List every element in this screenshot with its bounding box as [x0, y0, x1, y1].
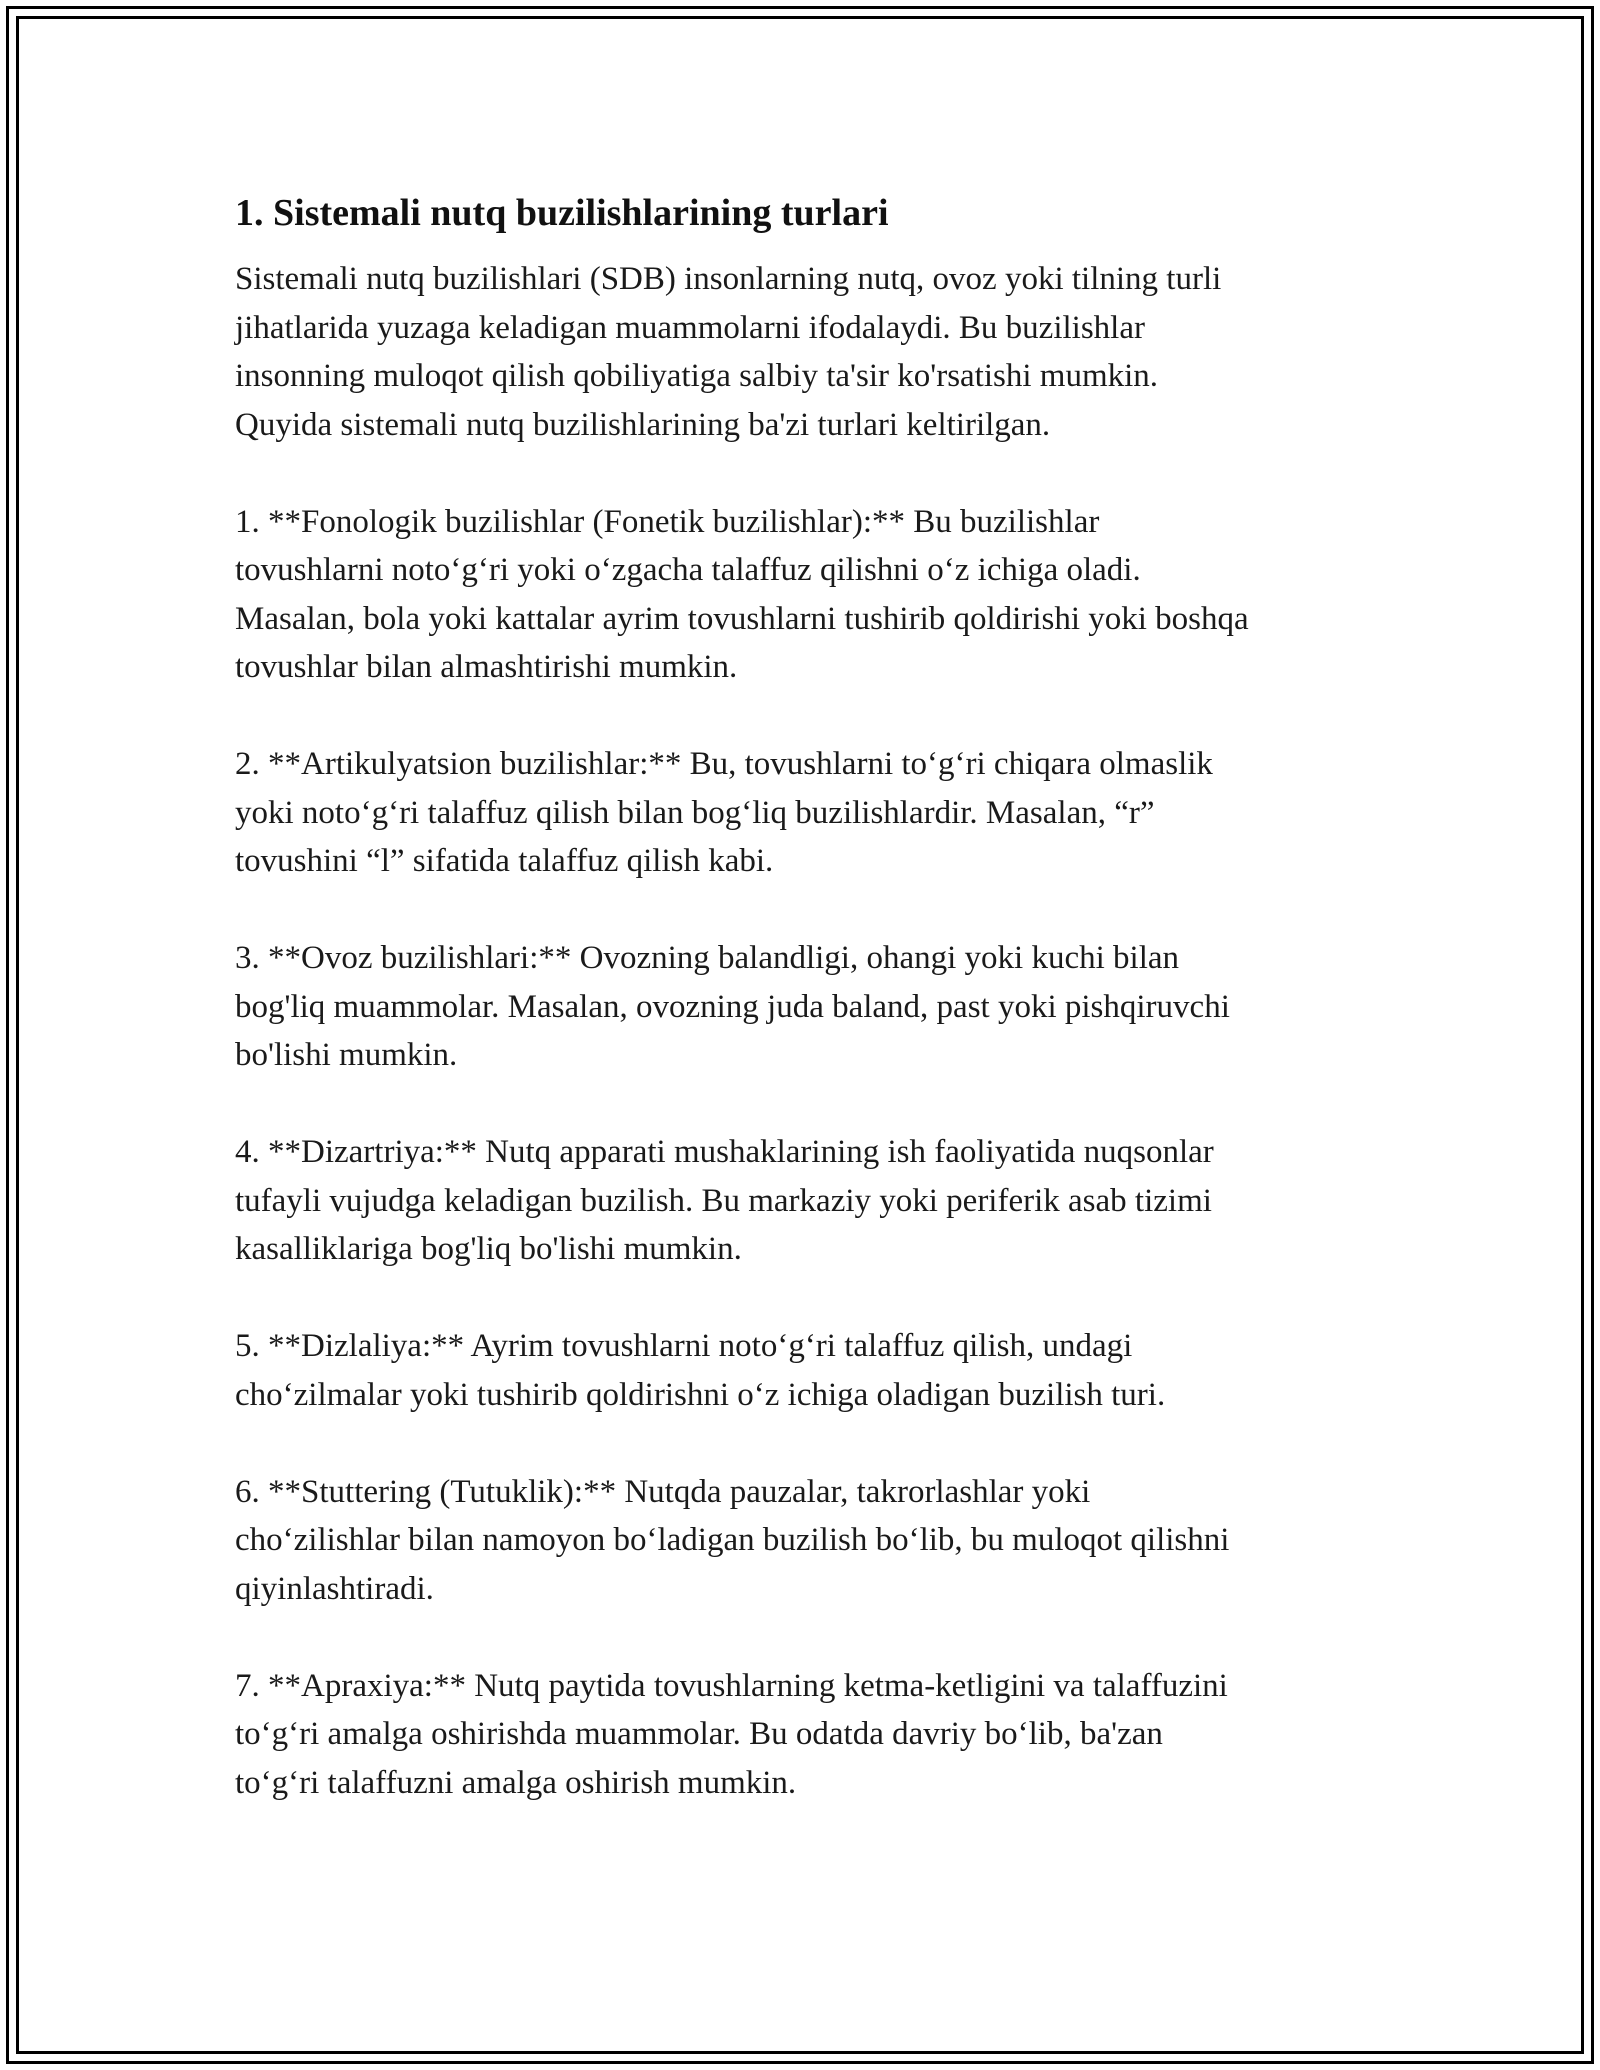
document-body [235, 185, 1385, 1856]
list-item-dizlaliya: 5. **Dizlaliya:** Ayrim tovushlarni noto‘g‘ri talaffuz qilish, undagi cho‘zilmalar yoki tushirib qoldirishni o‘z ichiga oladigan buzilish turi. [235, 1328, 1166, 1413]
section-heading: 1. Sistemali nutq buzilishlarining turlari [235, 192, 889, 234]
list-item-ovoz: 3. **Ovoz buzilishlari:** Ovozning balandligi, ohangi yoki kuchi bilan bog'liq muammolar. Masalan, ovozning juda baland, past yoki pishqiruvchi bo'lishi mumkin. [235, 940, 1230, 1073]
list-item-fonologik: 1. **Fonologik buzilishlar (Fonetik buzilishlar):** Bu buzilishlar tovushlarni noto‘g‘ri yoki o‘zgacha talaffuz qilishni o‘z ichiga oladi. Masalan, bola yoki kattalar ayrim tovushlarni tushirib qoldirishi yoki boshqa tovushlar bilan almashtirishi mumkin. [235, 503, 1249, 685]
intro-paragraph: Sistemali nutq buzilishlari (SDB) insonlarning nutq, ovoz yoki tilning turli jihatlarida yuzaga keladigan muammolarni ifodalaydi. Bu buzilishlar insonning muloqot qilish qobiliyatiga salbiy ta'sir ko'rsatishi mumkin. Quyida sistemali nutq buzilishlarining ba'zi turlari keltirilgan. [235, 261, 1222, 443]
list-item-apraxiya: 7. **Apraxiya:** Nutq paytida tovushlarning ketma-ketligini va talaffuzini to‘g‘ri amalga oshirishda muammolar. Bu odatda davriy bo‘lib, ba'zan to‘g‘ri talaffuzni amalga oshirish mumkin. [235, 1667, 1228, 1801]
list-item-dizartriya: 4. **Dizartriya:** Nutq apparati mushaklarining ish faoliyatida nuqsonlar tufayli vujudga keladigan buzilish. Bu markaziy yoki periferik asab tizimi kasalliklariga bog'liq bo'lishi mumkin. [235, 1134, 1214, 1267]
list-item-artikulyatsion: 2. **Artikulyatsion buzilishlar:** Bu, tovushlarni to‘g‘ri chiqara olmaslik yoki noto‘g‘ri talaffuz qilish bilan bog‘liq buzilishlardir. Masalan, “r” tovushini “l” sifatida talaffuz qilish kabi. [235, 746, 1213, 879]
list-item-stuttering: 6. **Stuttering (Tutuklik):** Nutqda pauzalar, takrorlashlar yoki cho‘zilishlar bilan namoyon bo‘ladigan buzilish bo‘lib, bu muloqot qilishni qiyinlashtiradi. [235, 1473, 1230, 1607]
